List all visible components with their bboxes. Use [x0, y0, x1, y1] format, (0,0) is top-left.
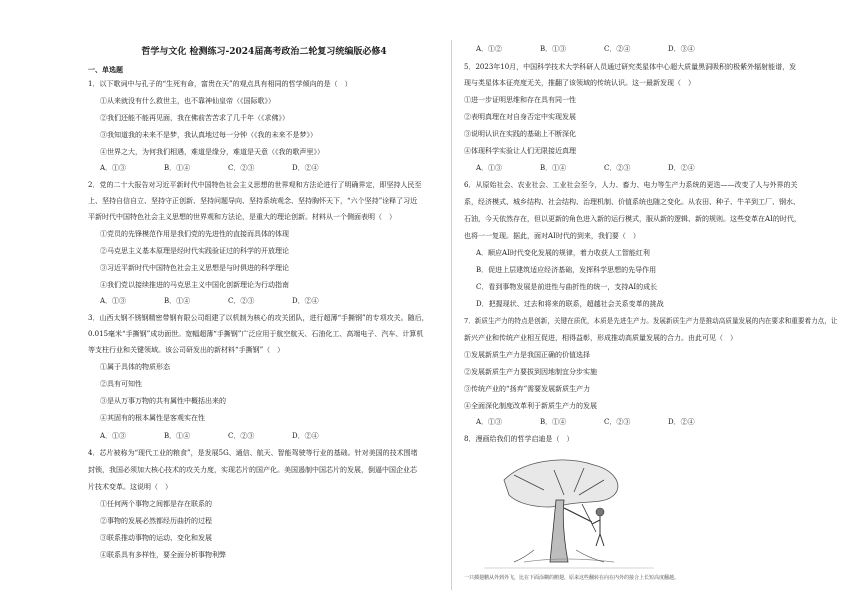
q3-item: ①属于具体的物质形态 — [100, 363, 170, 371]
option-c[interactable]: C．②③ — [228, 297, 255, 305]
option-d[interactable]: D．②④ — [292, 432, 319, 440]
q6-option-b[interactable]: B．促进上层建筑适应经济基础，发挥科学思想的先导作用 — [476, 266, 657, 274]
q2-item: ②马克思主义基本原理是经时代实践验证过的科学的开放理论 — [100, 247, 289, 255]
q3-stem: 等支柱行业和关键领域。该公司研发出的新材料“手撕钢”（ ） — [88, 346, 285, 354]
q6-stem: 系，经济模式、城乡结构、社会结构、治理机制、价值系统也随之变化。从农田、种子、牛羊到工厂、钢水、 — [464, 198, 800, 206]
q4-item: ④联系具有多样性，要全面分析事物利弊 — [100, 551, 226, 559]
q4-item: ②事物的发展必然都经历曲折的过程 — [100, 517, 212, 525]
q5-stem: 现与类星体本征亮度无关，推翻了该领域的传统认识。这一最新发现（ ） — [464, 79, 695, 87]
column-divider — [451, 40, 452, 590]
q7-item: ①发展新质生产力是我国正确的价值选择 — [464, 351, 590, 359]
option-a[interactable]: A．①③ — [100, 432, 127, 440]
q7-options — [476, 418, 732, 427]
q6-stem: 也将一一复现。据此，面对AI时代的到来，我们要（ ） — [464, 232, 640, 240]
q7-item: ④全面深化制度改革利于新质生产力的发展 — [464, 402, 597, 410]
q6-option-a[interactable]: A．顺应AI时代变化发展的规律，着力收获人工智能红利 — [476, 249, 650, 257]
q2-stem: 2．党的二十大报告对习近平新时代中国特色社会主义思想的世界观和方法论进行了明确界定，即坚持人民至 — [88, 181, 422, 189]
option-c[interactable]: C．②④ — [604, 45, 631, 53]
option-d[interactable]: D．②④ — [668, 418, 695, 426]
q2-stem: 上、坚持自信自立、坚持守正创新、坚持问题导向、坚持系统观念、坚持胸怀天下，“六个坚持”诠释了习近 — [88, 197, 418, 205]
option-d[interactable]: D．②④ — [292, 297, 319, 305]
q7-stem: 新兴产业和传统产业相互促进，相得益彰，形成推动高质量发展的合力。由此可见（ ） — [464, 334, 737, 342]
option-c[interactable]: C．②③ — [604, 418, 631, 426]
q5-options — [476, 164, 732, 173]
q4-options — [476, 45, 732, 54]
option-d[interactable]: D．②④ — [668, 164, 695, 172]
option-b[interactable]: B．①④ — [164, 432, 191, 440]
q3-stem: 3．山西太钢不锈钢精密带钢有限公司组建了以机制为核心的攻关团队，进行超薄“手撕钢”的专项攻关。随后， — [88, 314, 429, 322]
option-a[interactable]: A．①③ — [476, 164, 503, 172]
q5-item: ①进一步证明思维和存在具有同一性 — [464, 96, 576, 104]
q3-item: ③是从万事万物的共有属性中概括出来的 — [100, 397, 226, 405]
q2-item: ①党员的先锋模范作用是我们党的先进性的直接而具体的体现 — [100, 230, 289, 238]
q7-stem: 7．新质生产力的特点是创新，关键在质优，本质是先进生产力。发展新质生产力是推动高质量发展的内在要求和重要着力点，让 — [464, 317, 838, 325]
q4-stem: 封锁，我国必须加大核心技术的攻关力度，实现芯片的国产化。美国遏制中国芯片的发展，倒逼中国企业芯 — [88, 466, 417, 474]
option-d[interactable]: D．②④ — [292, 164, 319, 172]
q5-stem: 5．2023年10月，中国科学技术大学科研人员通过研究类星体中心超大质量黑洞吸积的极紫外辐射能谱，发 — [464, 63, 797, 71]
q5-item: ②表明真理在对自身否定中实现发展 — [464, 113, 576, 121]
q5-item: ④体现科学实验让人们无限接近真理 — [464, 147, 576, 155]
q3-item: ②具有可知性 — [100, 380, 142, 388]
cartoon-caption: 一只插翅鹏从外到外飞，比在下面涂糊的鹅翅，原来这些翻转在向在内外的接合上长短高度翻越。 — [464, 575, 680, 581]
option-b[interactable]: B．①④ — [164, 297, 191, 305]
q7-item: ②发展新质生产力要拔到因地制宜分步实施 — [464, 368, 597, 376]
q1-item: ③我知道我的未来不是梦，我认真地过每一分钟（《我的未来不是梦》） — [100, 131, 317, 139]
option-a[interactable]: A．①③ — [476, 418, 503, 426]
q1-options — [100, 164, 356, 173]
q3-stem: 0.015毫米“手撕钢”成功面世。宽幅超薄“手撕钢”广泛应用于航空航天、石油化工、高端电子、汽车、计算机 — [88, 330, 424, 338]
q4-stem: 4．芯片被称为“现代工业的粮食”，是发展5G、通信、航天、智能驾驶等行业的基础。针对美国的技术围堵 — [88, 449, 418, 457]
option-a[interactable]: A．①③ — [100, 297, 127, 305]
q8-stem: 8．漫画给我们的哲学启迪是（ ） — [464, 435, 574, 443]
q4-item: ③联系推动事物的运动、变化和发展 — [100, 534, 212, 542]
page-title: 哲学与文化 检测练习-2024届高考政治二轮复习统编版必修4 — [141, 47, 387, 57]
q2-item: ③习近平新时代中国特色社会主义思想是与时俱进的科学理论 — [100, 264, 289, 272]
q1-item: ①从来就没有什么救世主，也不靠神仙皇帝（《国际歌》） — [100, 97, 275, 105]
q3-options — [100, 432, 356, 441]
q1-item: ④世界之大，为何我们相遇，难道是缘分，难道是天意（《我的歌声里》） — [100, 148, 324, 156]
cartoon-tree-illustration — [464, 450, 664, 575]
q6-stem: 石油，今天依然存在，但以更新的角色进入新的运行模式，服从新的逻辑、新的规则。这些变革在AI的时代， — [464, 215, 801, 223]
section-heading: 一、单选题 — [88, 65, 123, 74]
option-c[interactable]: C．②③ — [228, 164, 255, 172]
option-b[interactable]: B．①③ — [540, 45, 567, 53]
q1-stem: 1．以下歌词中与孔子的“生死有命，富贵在天”的观点具有相同的哲学倾向的是（ ） — [88, 80, 352, 88]
q2-stem: 平新时代中国特色社会主义思想的世界观和方法论，是重大的理论创新。材料从一个侧面表明（ ） — [88, 213, 396, 221]
option-b[interactable]: B．①④ — [540, 164, 567, 172]
q6-option-c[interactable]: C．看到事物发展是前进性与曲折性的统一，支持AI的成长 — [476, 283, 658, 291]
q6-option-d[interactable]: D．把握现状、过去和将来的联系，超越社会关系变革的挑战 — [476, 300, 664, 308]
option-b[interactable]: B．①④ — [540, 418, 567, 426]
option-b[interactable]: B．①④ — [164, 164, 191, 172]
q4-item: ①任何两个事物之间都是存在联系的 — [100, 500, 212, 508]
q4-stem: 片技术变革。这说明（ ） — [88, 483, 172, 491]
q2-options — [100, 297, 356, 306]
option-c[interactable]: C．②③ — [228, 432, 255, 440]
q7-item: ③传统产业的“扬弃”需要发展新质生产力 — [464, 385, 591, 393]
option-a[interactable]: A．①② — [476, 45, 503, 53]
cartoon-figure — [464, 450, 664, 575]
q6-stem: 6．从原始社会、农业社会、工业社会至今，人力、畜力、电力等生产力系统的更迭——改变了人与外界的关 — [464, 181, 798, 189]
q5-item: ③说明认识在实践的基础上不断深化 — [464, 130, 576, 138]
option-a[interactable]: A．①③ — [100, 164, 127, 172]
q3-item: ④其固有的根本属性是客观实在性 — [100, 414, 205, 422]
option-d[interactable]: D．③④ — [668, 45, 695, 53]
q1-item: ②我们还能不能再见面，我在佛前苦苦求了几千年（《求佛》） — [100, 114, 289, 122]
q2-item: ④我们党以接续推进的马克思主义中国化创新理论为行动指南 — [100, 281, 289, 289]
option-c[interactable]: C．②③ — [604, 164, 631, 172]
